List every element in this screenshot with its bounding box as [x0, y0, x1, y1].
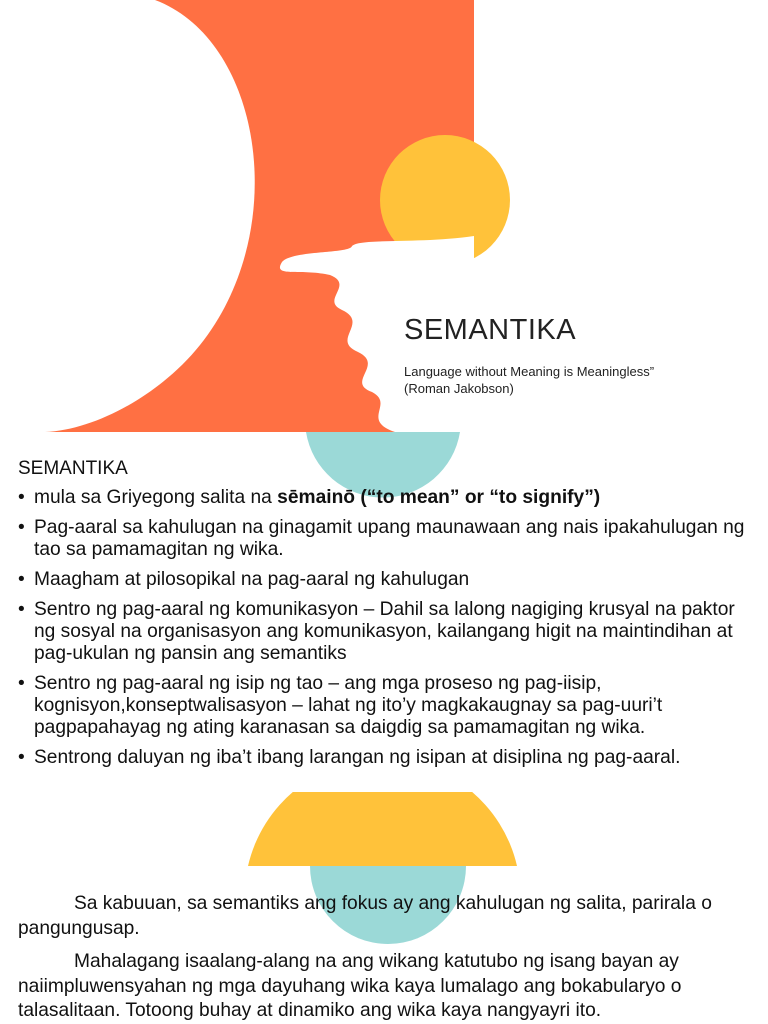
list-item — [18, 487, 753, 509]
list-item-bold-text: sēmainō (“to mean” or “to signify”) — [277, 487, 601, 508]
section-heading: SEMANTIKA — [18, 458, 128, 479]
bullet-glyph: • — [18, 487, 25, 508]
list-item-text: Sentro ng pag-aaral ng isip ng tao – ang mga proseso ng pag-iisip, kognisyon,konseptwalisasyon – lahat ng ito’y magkakaugnay sa pag-uuri’t pagpapahayag ng ating karanasan sa daigdig sa pamamagitan ng wika. — [34, 673, 663, 738]
list-item — [18, 599, 753, 665]
list-item-text: Sentro ng pag-aaral ng komunikasyon – Dahil sa lalong nagiging krusyal na paktor ng sosyal na organisasyon ang komunikasyon, kailangang higit na maintindihan at pag-ukulan ng pansin ang semantiks — [34, 599, 735, 664]
subtitle-author: (Roman Jakobson) — [404, 381, 514, 396]
bullet-glyph: • — [18, 569, 25, 590]
influence-paragraph-text: Mahalagang isaalang-alang na ang wikang katutubo ng isang bayan ay naiimpluwensyahan ng mga dayuhang wika kaya lumalago ang bokabularyo o talasalitaan. Totoong buhay at dinamiko ang wika kaya nangyayri ito. — [18, 951, 682, 1021]
list-item-text: Maagham at pilosopikal na pag-aaral ng kahulugan — [34, 569, 470, 590]
slide-title: SEMANTIKA — [404, 314, 577, 346]
list-item — [18, 517, 753, 561]
list-item-text: Pag-aaral sa kahulugan na ginagamit upang maunawaan ang nais ipakahulugan ng tao sa pamamagitan ng wika. — [34, 517, 745, 560]
summary-paragraph-text: Sa kabuuan, sa semantiks ang fokus ay ang kahulugan ng salita, parirala o pangungusap. — [18, 893, 712, 939]
influence-paragraph — [18, 950, 753, 1024]
summary-paragraph — [18, 892, 753, 941]
title-slide — [0, 0, 768, 432]
slide-subtitle — [404, 363, 654, 397]
bullet-glyph: • — [18, 747, 25, 768]
bullet-glyph: • — [18, 517, 25, 538]
bullet-glyph: • — [18, 599, 25, 620]
summary-slide — [0, 792, 768, 1024]
list-item — [18, 673, 753, 739]
list-item-text: mula sa Griyegong salita na — [34, 487, 278, 508]
bullet-glyph: • — [18, 673, 25, 694]
list-item — [18, 569, 753, 591]
yellow-semicircle — [248, 792, 517, 866]
list-item — [18, 747, 753, 769]
list-item-text: Sentrong daluyan ng iba’t ibang larangan ng isipan at disiplina ng pag-aaral. — [34, 747, 681, 768]
bullet-list — [18, 487, 753, 777]
subtitle-quote: Language without Meaning is Meaningless” — [404, 364, 655, 379]
content-slide — [0, 432, 768, 792]
